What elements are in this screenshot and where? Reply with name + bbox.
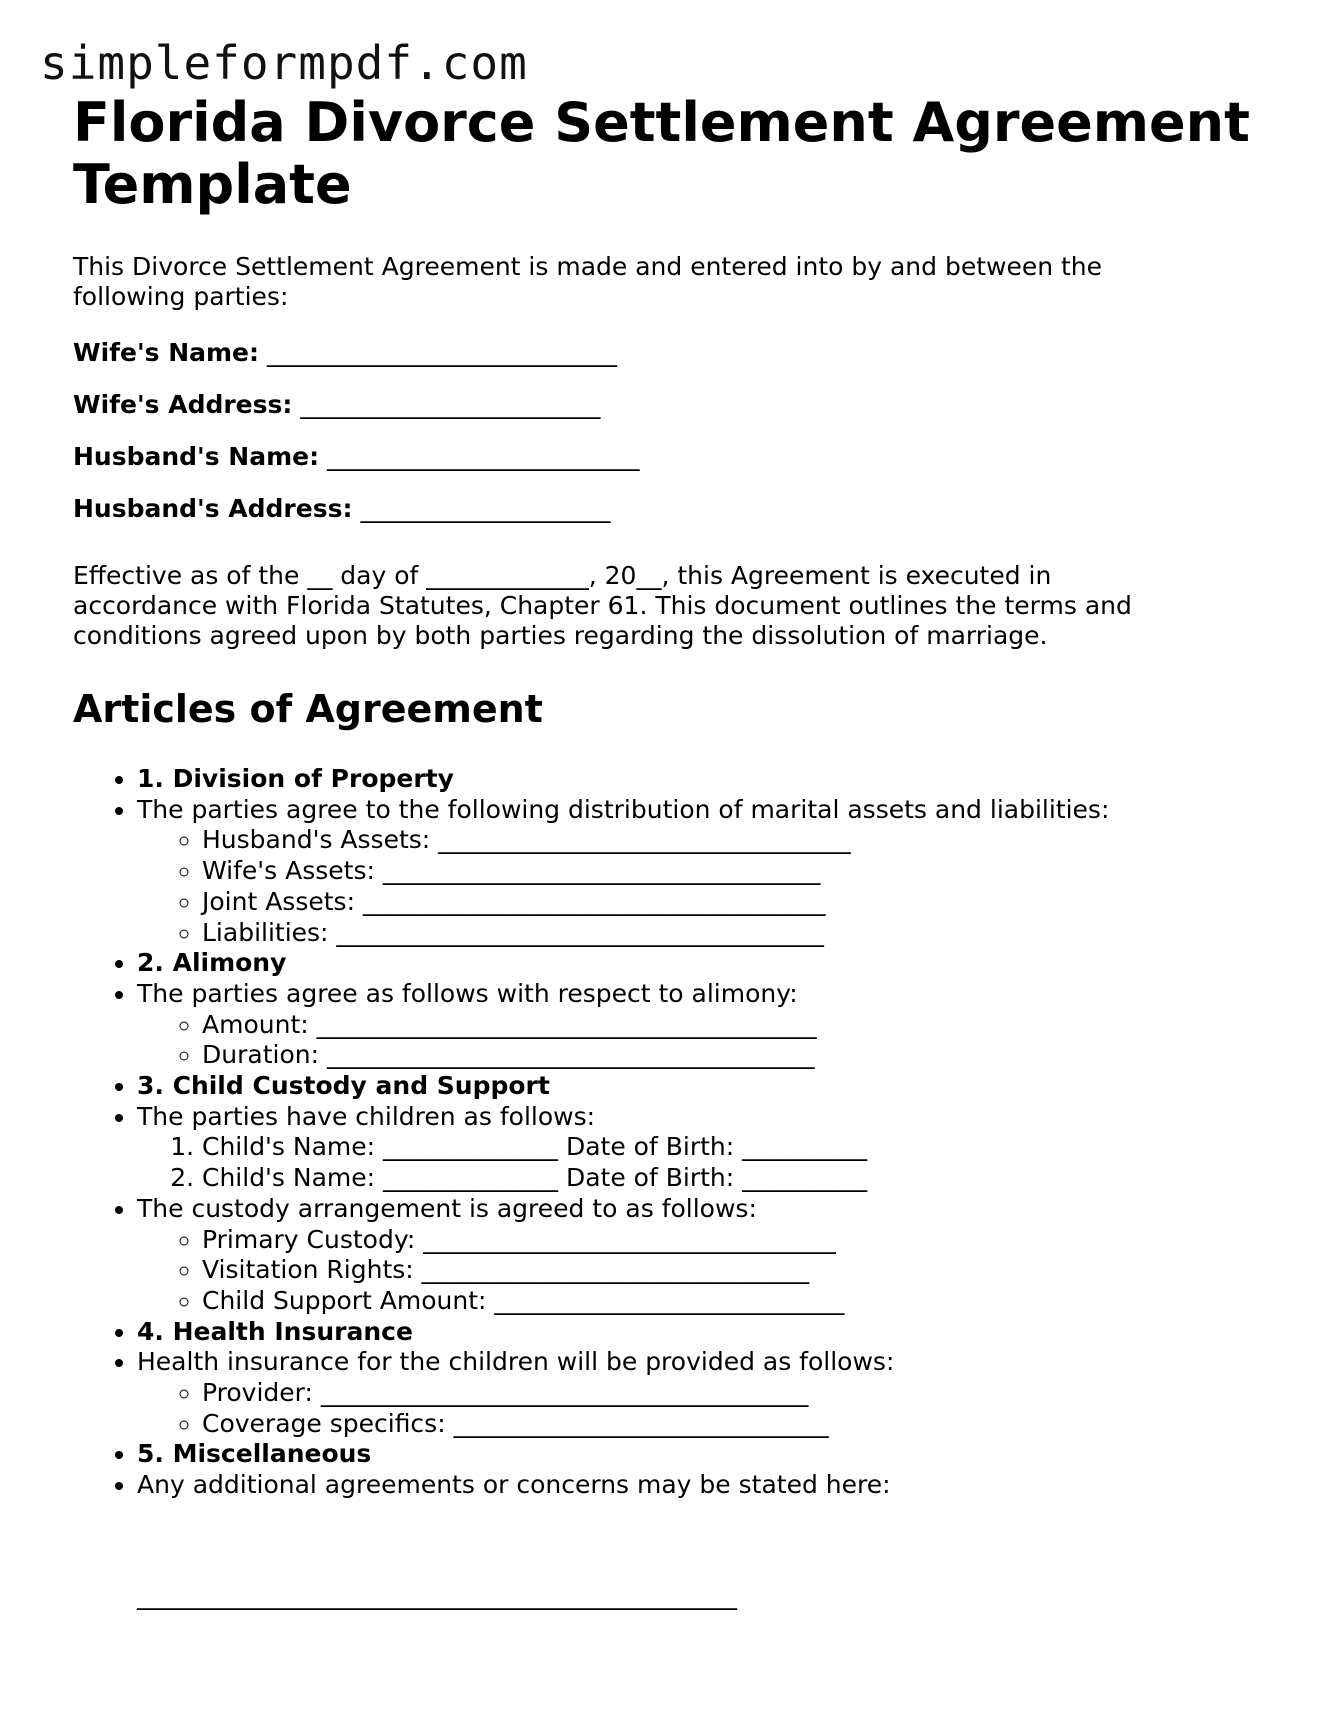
list-item[interactable]: ◦ Joint Assets: _____________________________________ xyxy=(202,887,1237,918)
children-items xyxy=(137,1132,1237,1193)
article-heading: • 5. Miscellaneous xyxy=(137,1439,1237,1470)
custody-items xyxy=(137,1225,1237,1317)
list-item[interactable]: ◦ Amount: ________________________________________ xyxy=(202,1010,1237,1041)
document-body xyxy=(73,91,1253,1610)
list-item[interactable]: ◦ Liabilities: _______________________________________ xyxy=(202,918,1237,949)
article-heading: • 2. Alimony xyxy=(137,948,1237,979)
list-item[interactable]: ◦ Provider: _______________________________________ xyxy=(202,1378,1237,1409)
intro-paragraph: This Divorce Settlement Agreement is made and entered into by and between the following parties: xyxy=(73,252,1103,311)
additional-agreements-blank[interactable]: ________________________________________________ xyxy=(137,1581,737,1610)
wife-address-label: Wife's Address: xyxy=(73,390,293,419)
article-intro: • The custody arrangement is agreed to as follows: ◦ Primary Custody: _________________________________ ◦ Visitation Rights: _______________________________ ◦ Child Support Amount: ____________________________ xyxy=(137,1194,1237,1317)
husband-address-label: Husband's Address: xyxy=(73,494,353,523)
wife-address-field[interactable] xyxy=(73,390,600,420)
wife-address-blank[interactable]: ________________________ xyxy=(300,390,601,419)
wife-name-blank[interactable]: ____________________________ xyxy=(266,338,617,367)
list-item[interactable]: 2. Child's Name: ______________ Date of Birth: __________ xyxy=(202,1163,1237,1194)
list-item[interactable]: ◦ Wife's Assets: ___________________________________ xyxy=(202,856,1237,887)
list-item[interactable]: ◦ Coverage specifics: ______________________________ xyxy=(202,1409,1237,1440)
article-heading: • 4. Health Insurance xyxy=(137,1317,1237,1348)
article-intro: • The parties agree to the following distribution of marital assets and liabilities: ◦ Husband's Assets: _________________________________ ◦ Wife's Assets: ___________________________________ ◦ Joint Assets: _____________________________________ ◦ Liabilities: _______________________________________ xyxy=(137,795,1237,949)
wife-name-field[interactable] xyxy=(73,338,617,368)
husband-address-blank[interactable]: ____________________ xyxy=(360,494,611,523)
article-heading: • 3. Child Custody and Support xyxy=(137,1071,1237,1102)
insurance-items xyxy=(137,1378,1237,1439)
husband-name-field[interactable] xyxy=(73,442,640,472)
watermark: simpleformpdf.com xyxy=(40,36,528,90)
document-title: Florida Divorce Settlement Agreement Template xyxy=(73,91,1250,216)
husband-name-label: Husband's Name: xyxy=(73,442,320,471)
list-item[interactable]: ◦ Child Support Amount: ____________________________ xyxy=(202,1286,1237,1317)
list-item[interactable]: 1. Child's Name: ______________ Date of Birth: __________ xyxy=(202,1132,1237,1163)
article-intro: • The parties have children as follows: 1. Child's Name: ______________ Date of Birth: __________ 2. Child's Name: ______________ Date of Birth: __________ xyxy=(137,1102,1237,1194)
property-items xyxy=(137,825,1237,948)
list-item[interactable]: ◦ Duration: _______________________________________ xyxy=(202,1040,1237,1071)
effective-date-paragraph: Effective as of the __ day of _____________, 20__, this Agreement is executed in accordance with Florida Statutes, Chapter 61. This document outlines the terms and conditions agreed upon by both parties regarding the dissolution of marriage. xyxy=(73,561,1132,650)
list-item[interactable]: ◦ Primary Custody: _________________________________ xyxy=(202,1225,1237,1256)
list-item[interactable]: ◦ Visitation Rights: _______________________________ xyxy=(202,1255,1237,1286)
article-intro: • Health insurance for the children will be provided as follows: ◦ Provider: _______________________________________ ◦ Coverage specifics: ______________________________ xyxy=(137,1347,1237,1439)
alimony-items xyxy=(137,1010,1237,1071)
husband-name-blank[interactable]: _________________________ xyxy=(327,442,640,471)
articles-heading: Articles of Agreement xyxy=(73,687,543,731)
article-intro: • The parties agree as follows with respect to alimony: ◦ Amount: ________________________________________ ◦ Duration: _______________________________________ xyxy=(137,979,1237,1071)
article-intro: • Any additional agreements or concerns may be stated here: xyxy=(137,1470,1237,1501)
husband-address-field[interactable] xyxy=(73,494,610,524)
wife-name-label: Wife's Name: xyxy=(73,338,260,367)
list-item[interactable]: ◦ Husband's Assets: _________________________________ xyxy=(202,825,1237,856)
article-heading: • 1. Division of Property xyxy=(137,764,1237,795)
articles-list xyxy=(73,764,1237,1501)
